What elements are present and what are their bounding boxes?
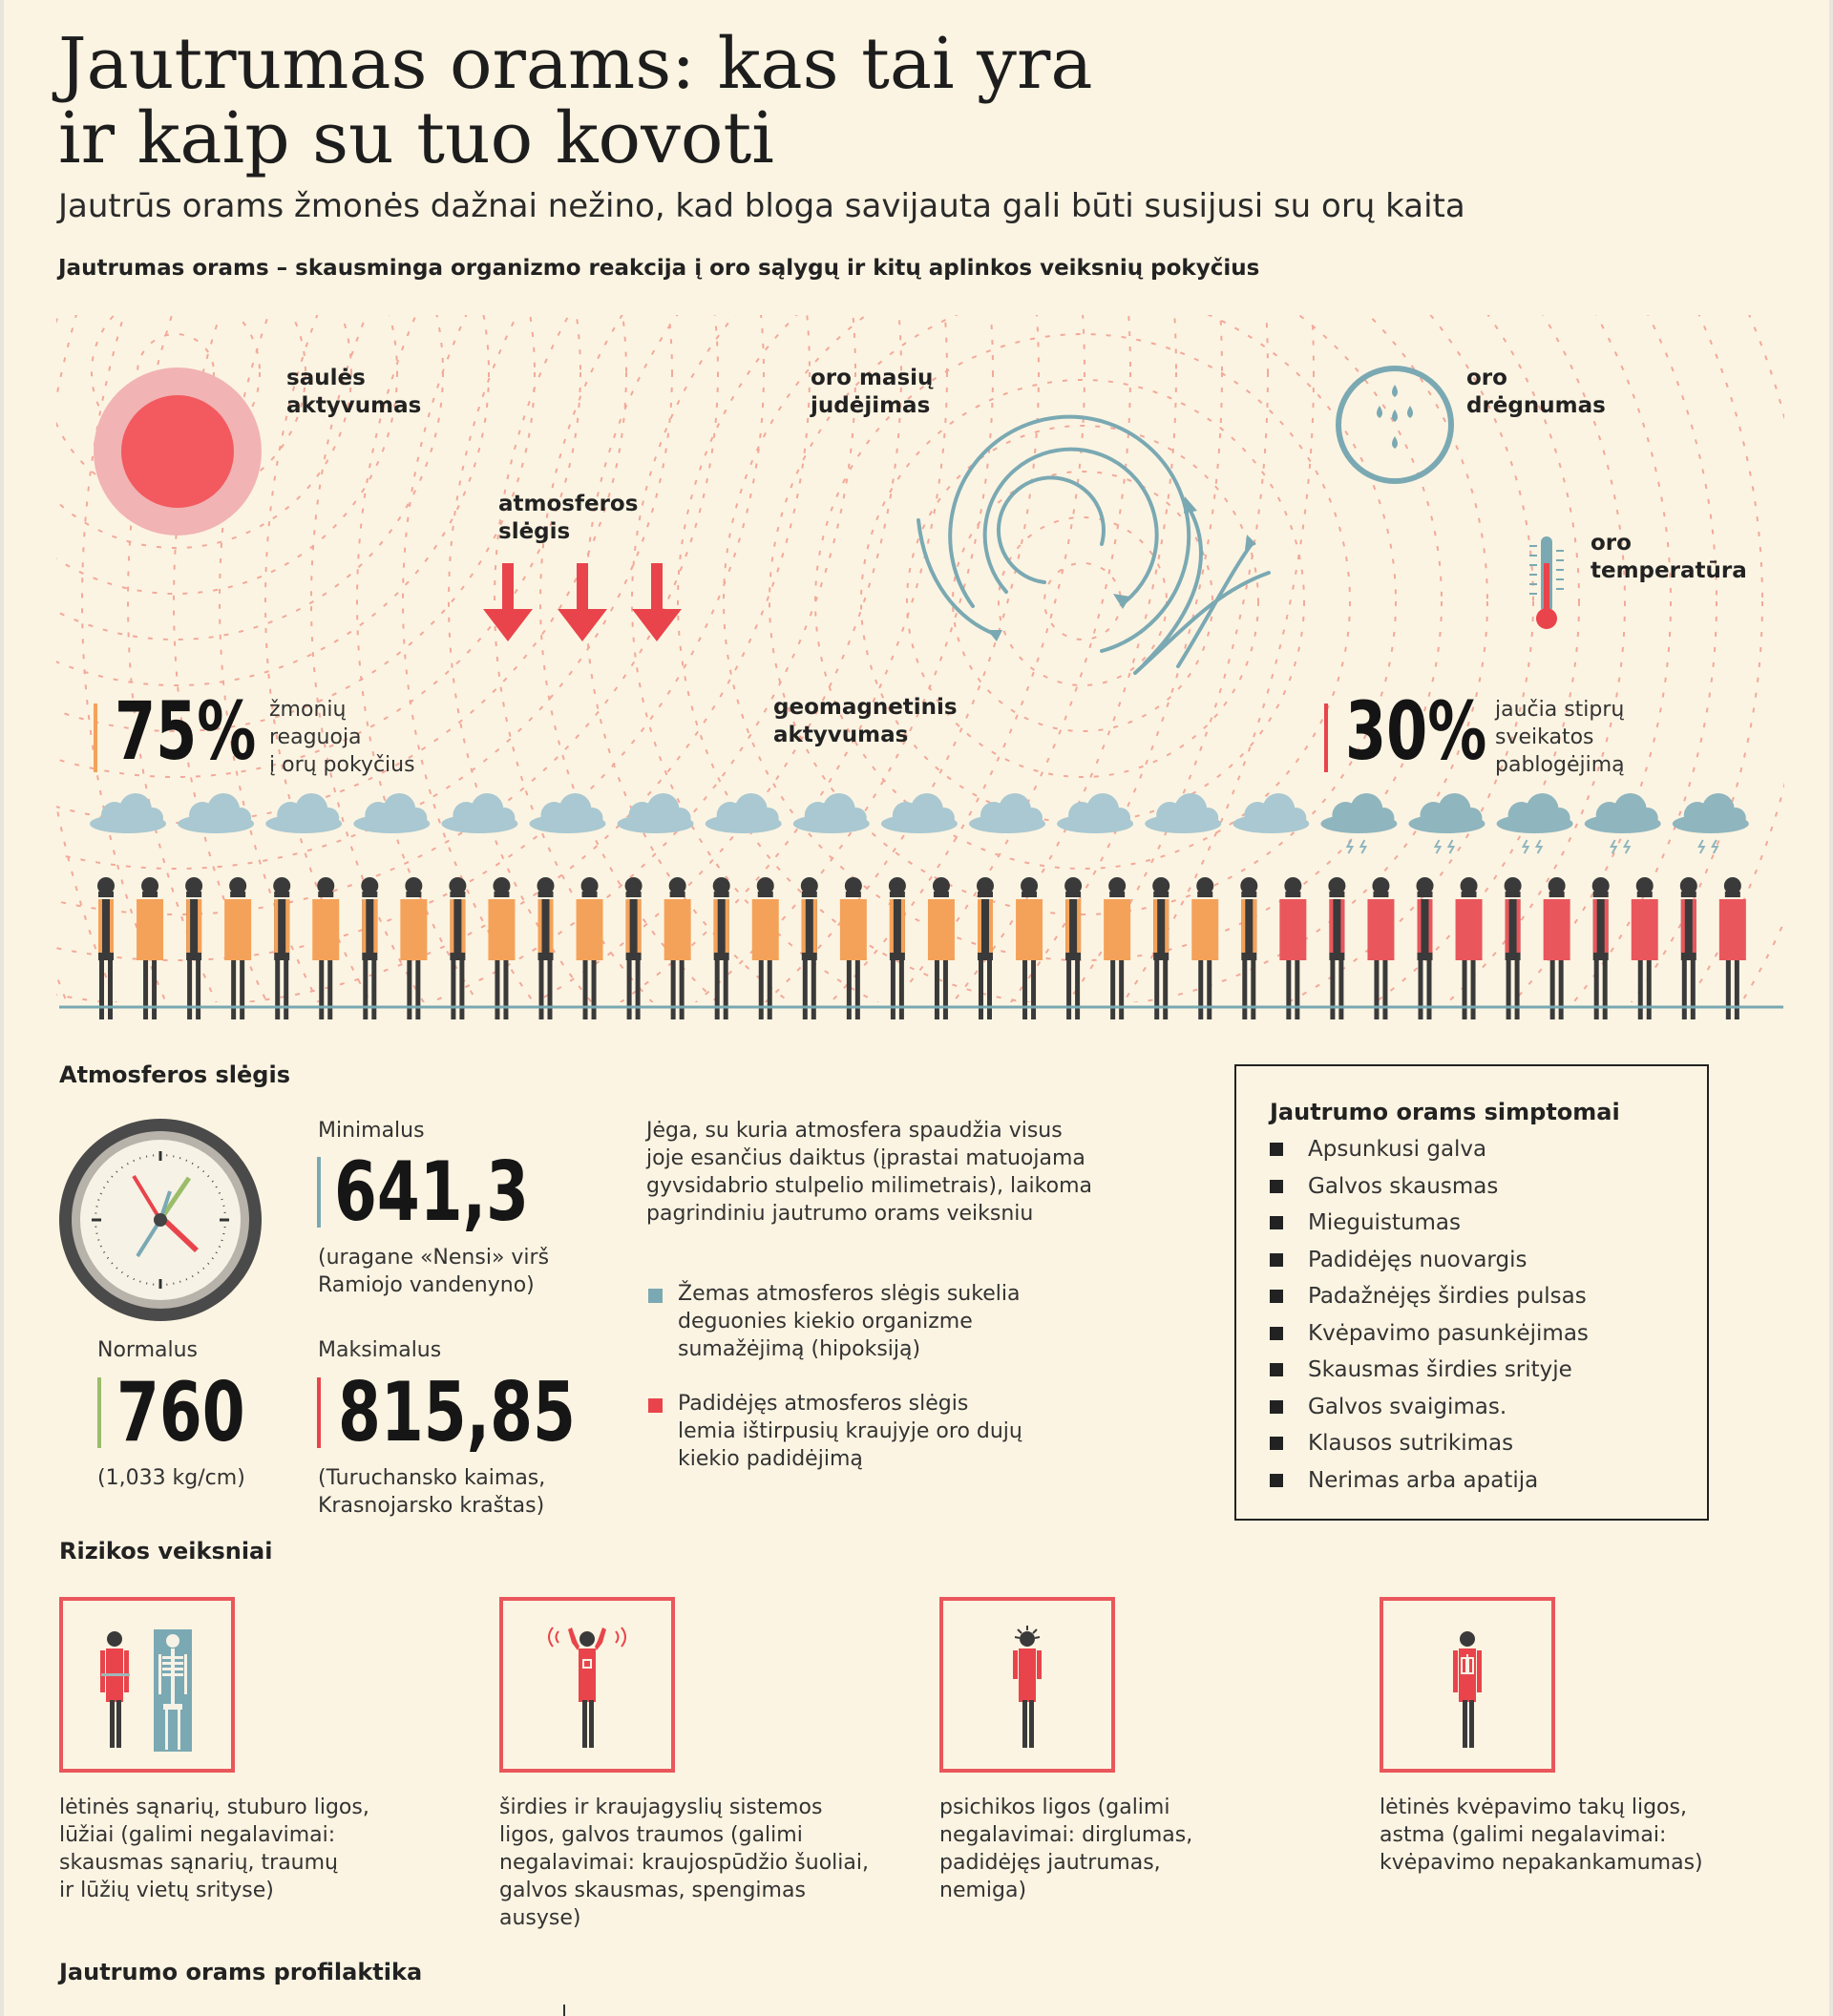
- person-icon: [1240, 877, 1257, 1019]
- pressure-description: [646, 1117, 1092, 1228]
- severe-desc-line-3: pablogėjimą: [1495, 753, 1625, 777]
- max-pressure-bar: [317, 1377, 321, 1448]
- risk-1-line-1: lėtinės sąnarių, stuburo ligos,: [59, 1796, 369, 1819]
- risk-4-line-3: kvėpavimo nepakankamumas): [1380, 1851, 1703, 1875]
- min-pressure-bar: [317, 1157, 321, 1228]
- page-subtitle: Jautrūs orams žmonės dažnai nežino, kad bloga savijauta gali būti susijusi su orų kaita: [58, 187, 1465, 225]
- temperature-label-line-2: temperatūra: [1591, 558, 1747, 583]
- cloud-icon: [881, 793, 958, 833]
- person-icon: [801, 877, 818, 1019]
- cloud-icon: [1233, 793, 1309, 833]
- pressure-label-line-2: slėgis: [498, 519, 571, 544]
- min-pressure-note: [318, 1244, 549, 1299]
- symptom-item: Padidėjęs nuovargis: [1270, 1246, 1589, 1283]
- page-title: [58, 23, 1204, 179]
- temperature-label: [1591, 530, 1747, 585]
- person-icon: [400, 877, 427, 1019]
- cloud-icon: [178, 793, 254, 833]
- person-icon: [928, 877, 955, 1019]
- humidity-label: [1466, 365, 1606, 420]
- low-note-line-3: sumažėjimą (hipoksiją): [678, 1337, 921, 1361]
- humidity-drops-icon: [1334, 364, 1456, 486]
- person-stress-icon: [943, 1601, 1111, 1769]
- person-icon: [1719, 877, 1746, 1019]
- infographic-page: [4, 0, 1829, 2016]
- risk-4-line-1: lėtinės kvėpavimo takų ligos,: [1380, 1796, 1687, 1819]
- severe-stat-description: [1495, 696, 1625, 779]
- risk-3-line-1: psichikos ligos (galimi: [939, 1796, 1170, 1819]
- cloud-icon: [969, 793, 1045, 833]
- risk-1-line-3: skausmas sąnarių, traumų: [59, 1851, 338, 1875]
- low-pressure-note: [678, 1280, 1020, 1363]
- pressure-desc-line-1: Jėga, su kuria atmosfera spaudžia visus: [646, 1119, 1063, 1143]
- risk-2-line-5: ausyse): [499, 1906, 581, 1930]
- solar-activity-label: [286, 365, 421, 420]
- react-desc-line-2: reaguoja: [269, 725, 362, 749]
- title-line-1: Jautrumas orams: kas tai yra: [58, 23, 1093, 105]
- person-icon: [625, 877, 643, 1019]
- symptoms-box: [1234, 1064, 1709, 1521]
- risk-mental-text: [939, 1794, 1359, 1904]
- solar-label-line-2: aktyvumas: [286, 393, 422, 418]
- thermometer-icon: [1528, 535, 1566, 634]
- person-icon: [1279, 877, 1306, 1019]
- react-desc-line-3: į orų pokyčius: [269, 753, 415, 777]
- normal-pressure-note: (1,033 kg/cm): [97, 1466, 245, 1490]
- symptom-item: Kvėpavimo pasunkėjimas: [1270, 1319, 1589, 1356]
- risk-mental-icon-box: [939, 1597, 1115, 1773]
- person-icon: [488, 877, 515, 1019]
- high-pressure-marker: [648, 1398, 663, 1413]
- min-note-line-2: Ramiojo vandenyno): [318, 1273, 535, 1297]
- risk-1-line-2: lūžiai (galimi negalavimai:: [59, 1823, 336, 1847]
- low-note-line-1: Žemas atmosferos slėgis sukelia: [678, 1282, 1021, 1306]
- high-pressure-note: [678, 1390, 1022, 1473]
- pressure-label-line-1: atmosferos: [498, 492, 639, 516]
- risk-respiratory-text: [1380, 1794, 1800, 1877]
- symptom-item: Nerimas arba apatija: [1270, 1466, 1589, 1503]
- symptom-item: Galvos svaigimas.: [1270, 1393, 1589, 1430]
- person-skeleton-icon: [63, 1601, 231, 1769]
- person-icon: [840, 877, 867, 1019]
- react-stat-bar: [94, 704, 97, 772]
- geomagnetic-label: [773, 694, 958, 749]
- symptoms-title: Jautrumo orams simptomai: [1270, 1099, 1620, 1125]
- max-pressure-value: 815,85: [338, 1365, 576, 1460]
- person-icon: [1191, 877, 1218, 1019]
- person-icon: [577, 877, 603, 1019]
- person-icon: [137, 877, 163, 1019]
- pressure-factor-label: [498, 491, 638, 546]
- storm-cloud-icon: [1320, 793, 1397, 853]
- divider: [563, 2005, 565, 2016]
- risk-2-line-3: negalavimai: kraujospūdžio šuoliai,: [499, 1851, 869, 1875]
- severe-stat-bar: [1324, 704, 1328, 772]
- person-icon: [1328, 877, 1345, 1019]
- person-icon: [224, 877, 251, 1019]
- risk-3-line-3: padidėjęs jautrumas,: [939, 1851, 1161, 1875]
- person-icon: [97, 877, 115, 1019]
- max-pressure-label: Maksimalus: [318, 1338, 442, 1362]
- react-stat-description: [269, 696, 415, 779]
- cloud-icon: [618, 793, 694, 833]
- geomagnetic-label-line-2: aktyvumas: [773, 723, 909, 747]
- react-stat-value: 75%: [115, 684, 257, 778]
- person-icon: [1417, 877, 1434, 1019]
- risk-4-line-2: astma (galimi negalavimai:: [1380, 1823, 1667, 1847]
- pressure-desc-line-4: pagrindiniu jautrumo orams veiksniu: [646, 1202, 1034, 1226]
- sun-icon: [94, 368, 262, 536]
- symptom-item: Skausmas širdies srityje: [1270, 1355, 1589, 1393]
- air-mass-label-line-2: judėjimas: [811, 393, 931, 418]
- cloud-icon: [441, 793, 517, 833]
- storm-cloud-icon: [1585, 793, 1661, 853]
- risk-2-line-4: galvos skausmas, spengimas: [499, 1879, 806, 1902]
- risk-1-line-4: ir lūžių vietų srityse): [59, 1879, 274, 1902]
- pressure-heading: Atmosferos slėgis: [59, 1061, 290, 1088]
- max-note-line-1: (Turuchansko kaimas,: [318, 1466, 546, 1490]
- cloud-icon: [353, 793, 430, 833]
- risk-respiratory-icon-box: [1380, 1597, 1555, 1773]
- high-note-line-3: kiekio padidėjimą: [678, 1447, 863, 1471]
- cloud-icon: [265, 793, 342, 833]
- person-icon: [664, 877, 691, 1019]
- person-icon: [1456, 877, 1483, 1019]
- air-mass-swirl-icon: [901, 401, 1283, 687]
- symptoms-list: [1270, 1135, 1589, 1502]
- cloud-icon: [1145, 793, 1221, 833]
- person-icon: [713, 877, 730, 1019]
- symptom-item: Padažnėjęs širdies pulsas: [1270, 1282, 1589, 1319]
- storm-cloud-icon: [1497, 793, 1573, 853]
- severe-stat-value: 30%: [1345, 684, 1487, 778]
- max-pressure-note: [318, 1464, 545, 1520]
- risk-heart-icon-box: [499, 1597, 675, 1773]
- person-icon: [1104, 877, 1130, 1019]
- person-icon: [1367, 877, 1394, 1019]
- high-note-line-1: Padidėjęs atmosferos slėgis: [678, 1392, 969, 1416]
- person-icon: [1592, 877, 1610, 1019]
- barometer-icon: [59, 1119, 262, 1321]
- risk-joints-text: [59, 1794, 479, 1904]
- person-icon: [312, 877, 339, 1019]
- person-icon: [752, 877, 779, 1019]
- title-line-2: ir kaip su tuo kovoti: [58, 97, 774, 179]
- pressure-desc-line-2: joje esančius daiktus (įprastai matuojama: [646, 1146, 1085, 1170]
- solar-label-line-1: saulės: [286, 366, 366, 390]
- person-icon: [273, 877, 290, 1019]
- max-note-line-2: Krasnojarsko kraštas): [318, 1494, 545, 1518]
- cloud-icon: [90, 793, 166, 833]
- pressure-arrows-icon: [481, 563, 691, 643]
- people-row: [4, 792, 1829, 1021]
- normal-pressure-label: Normalus: [97, 1338, 199, 1362]
- prevention-heading: Jautrumo orams profilaktika: [59, 1959, 423, 1985]
- person-icon: [185, 877, 202, 1019]
- normal-pressure-value: 760: [116, 1365, 245, 1460]
- air-mass-label-line-1: oro masių: [811, 366, 934, 390]
- severe-desc-line-1: jaučia stiprų: [1495, 698, 1625, 722]
- pressure-desc-line-3: gyvsidabrio stulpelio milimetrais), laikoma: [646, 1174, 1092, 1198]
- temperature-label-line-1: oro: [1591, 531, 1632, 556]
- person-icon: [1016, 877, 1043, 1019]
- cloud-icon: [1057, 793, 1133, 833]
- person-icon: [537, 877, 555, 1019]
- person-icon: [361, 877, 378, 1019]
- symptom-item: Galvos skausmas: [1270, 1172, 1589, 1209]
- min-note-line-1: (uragane «Nensi» virš: [318, 1246, 550, 1270]
- person-icon: [1152, 877, 1169, 1019]
- risk-3-line-4: nemiga): [939, 1879, 1027, 1902]
- risk-heart-text: [499, 1794, 919, 1932]
- severe-desc-line-2: sveikatos: [1495, 725, 1594, 749]
- storm-cloud-icon: [1409, 793, 1485, 853]
- low-note-line-2: deguonies kiekio organizme: [678, 1310, 973, 1334]
- cloud-icon: [530, 793, 606, 833]
- react-desc-line-1: žmonių: [269, 698, 347, 722]
- cloud-icon: [706, 793, 782, 833]
- person-icon: [977, 877, 994, 1019]
- symptom-item: Apsunkusi galva: [1270, 1135, 1589, 1172]
- humidity-label-line-2: drėgnumas: [1466, 393, 1606, 418]
- risk-2-line-2: ligos, galvos traumos (galimi: [499, 1823, 803, 1847]
- person-lungs-icon: [1383, 1601, 1551, 1769]
- storm-cloud-icon: [1673, 793, 1749, 853]
- person-icon: [1632, 877, 1658, 1019]
- high-note-line-2: lemia ištirpusių kraujyje oro dujų: [678, 1419, 1022, 1443]
- person-icon: [889, 877, 906, 1019]
- person-headache-icon: [503, 1601, 671, 1769]
- symptom-item: Klausos sutrikimas: [1270, 1429, 1589, 1466]
- normal-pressure-bar: [97, 1377, 101, 1448]
- person-icon: [1680, 877, 1697, 1019]
- risk-2-line-1: širdies ir kraujagyslių sistemos: [499, 1796, 823, 1819]
- low-pressure-marker: [648, 1289, 663, 1303]
- geomagnetic-label-line-1: geomagnetinis: [773, 695, 958, 720]
- min-pressure-value: 641,3: [334, 1144, 530, 1240]
- humidity-label-line-1: oro: [1466, 366, 1507, 390]
- person-icon: [449, 877, 466, 1019]
- symptom-item: Mieguistumas: [1270, 1208, 1589, 1246]
- min-pressure-label: Minimalus: [318, 1119, 425, 1143]
- person-icon: [1505, 877, 1522, 1019]
- person-icon: [1544, 877, 1570, 1019]
- definition-text: Jautrumas orams – skausminga organizmo reakcija į oro sąlygų ir kitų aplinkos veiksnių pokyčius: [58, 256, 1260, 281]
- person-icon: [1064, 877, 1082, 1019]
- risk-joints-icon-box: [59, 1597, 235, 1773]
- risk-heading: Rizikos veiksniai: [59, 1538, 273, 1564]
- cloud-icon: [793, 793, 870, 833]
- risk-3-line-2: negalavimai: dirglumas,: [939, 1823, 1193, 1847]
